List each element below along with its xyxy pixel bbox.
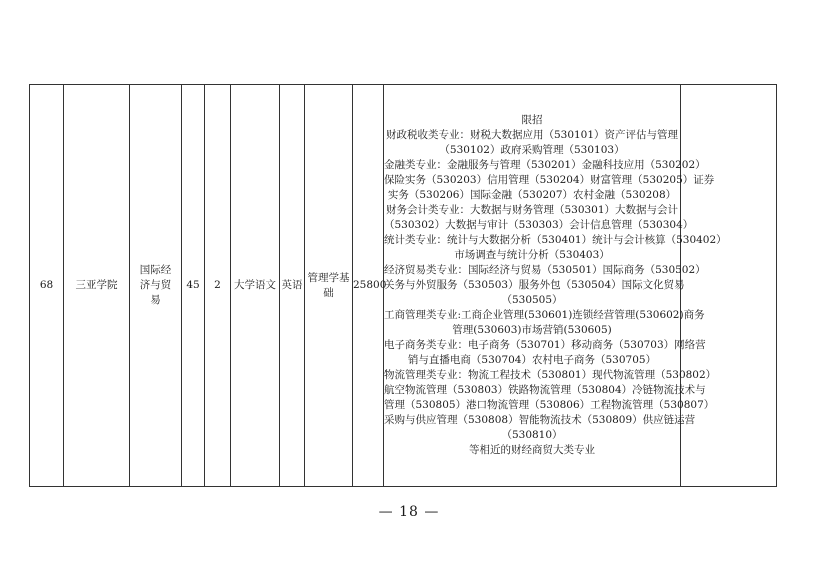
- requirement-line: 物流管理类专业：物流工程技术（530801）现代物流管理（530802）: [384, 369, 717, 381]
- table-row: [30, 85, 777, 487]
- requirement-line: 经济贸易类专业：国际经济与贸易（530501）国际商务（530502）: [384, 264, 706, 276]
- requirement-line: 统计类专业：统计与大数据分析（530401）统计与会计核算（530402）: [384, 234, 727, 246]
- requirement-line: （530505）: [501, 294, 563, 306]
- requirement-line: 管理(530603)市场营销(530605): [452, 324, 612, 336]
- major-name: 国际经济与贸易: [130, 85, 182, 487]
- requirement-line: 金融类专业：金融服务与管理（530201）金融科技应用（530202）: [384, 159, 706, 171]
- requirement-line: （530102）政府采购管理（530103）: [439, 144, 625, 156]
- requirement-line: 财政税收类专业：财税大数据应用（530101）资产评估与管理: [385, 129, 679, 141]
- requirement-line: 等相近的财经商贸大类专业: [469, 444, 595, 456]
- enrollment-table: [29, 84, 777, 487]
- requirement-line: 市场调查与统计分析（530403）: [454, 249, 610, 261]
- remarks-cell: [681, 85, 777, 487]
- row-index: 68: [30, 85, 64, 487]
- requirement-line: 工商管理类专业:工商企业管理(530601)连锁经营管理(530602)商务: [384, 309, 705, 321]
- requirement-line: 财务会计类专业：大数据与财务管理（530301）大数据与会计: [385, 204, 679, 216]
- requirement-line: 保险实务（530203）信用管理（530204）财富管理（530205）证券: [384, 174, 715, 186]
- exam-subject-2: 英语: [280, 85, 305, 487]
- requirement-line: 电子商务类专业：电子商务（530701）移动商务（530703）网络营: [384, 339, 706, 351]
- plan-count: 45: [182, 85, 205, 487]
- requirement-line: （530810）: [501, 429, 563, 441]
- requirement-line: 航空物流管理（530803）铁路物流管理（530804）冷链物流技术与: [384, 384, 706, 396]
- tuition: 25800: [353, 85, 384, 487]
- school-name: 三亚学院: [64, 85, 130, 487]
- requirement-line: （530302）大数据与审计（530303）会计信息管理（530304）: [384, 219, 694, 231]
- requirement-line: 管理（530805）港口物流管理（530806）工程物流管理（530807）: [384, 399, 715, 411]
- requirement-line: 销与直播电商（530704）农村电子商务（530705）: [407, 354, 657, 366]
- exam-subject-1: 大学语文: [231, 85, 280, 487]
- requirement-line: 限招: [521, 114, 543, 126]
- requirement-line: 实务（530206）国际金融（530207）农村金融（530208）: [387, 189, 677, 201]
- exam-subject-3: 管理学基础: [305, 85, 353, 487]
- page-number: — 18 —: [378, 504, 440, 520]
- admission-requirements: [384, 85, 727, 487]
- requirement-line: 关务与外贸服务（530503）服务外包（530504）国际文化贸易: [384, 279, 685, 291]
- requirement-line: 采购与供应管理（530808）智能物流技术（530809）供应链运营: [384, 414, 696, 426]
- study-years: 2: [205, 85, 231, 487]
